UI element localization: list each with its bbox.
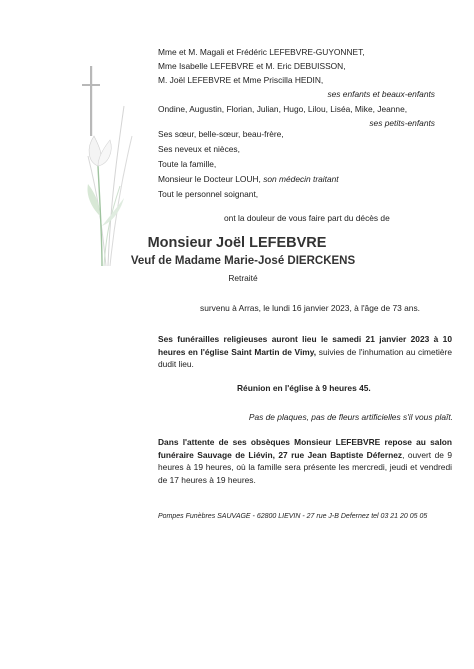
- deceased-name: Monsieur Joël LEFEBVRE: [147, 235, 327, 251]
- no-flowers-line: Pas de plaques, pas de fleurs artificielles s'il vous plaît.: [248, 412, 453, 422]
- grandchildren-line: Ondine, Augustin, Florian, Julian, Hugo, Lilou, Liséa, Mike, Jeanne,: [158, 104, 408, 114]
- footer-contact: Pompes Funèbres SAUVAGE - 62800 LIEVIN - 27 rue J-B Defernez tel 03 21 20 05 05: [158, 513, 428, 520]
- death-line: survenu à Arras, le lundi 16 janvier 2023, à l'âge de 73 ans.: [200, 303, 420, 313]
- all-family-line: Toute la famille,: [158, 159, 217, 169]
- family-line-3: M. Joël LEFEBVRE et Mme Priscilla HEDIN,: [158, 75, 324, 85]
- meeting-line: Réunion en l'église à 9 heures 45.: [237, 383, 371, 393]
- rest-text: , ouvert de 9 heures à 19 heures, où la famille sera présente les mercredi, jeudi et vendredi de 17 heures à 19 heures.: [158, 449, 452, 485]
- funeral-text: suivies de l'inhumation au cimetière dudit lieu.: [158, 346, 452, 369]
- siblings-line: Ses sœur, belle-sœur, beau-frère,: [158, 129, 284, 139]
- doctor-name: Monsieur le Docteur LOUH,: [158, 174, 261, 184]
- caption-grandchildren: ses petits-enfants: [369, 118, 435, 128]
- status-line: Retraité: [228, 273, 258, 283]
- widower-line: Veuf de Madame Marie-José DIERCKENS: [130, 255, 356, 267]
- nephews-line: Ses neveux et nièces,: [158, 144, 240, 154]
- rest-paragraph: [158, 436, 452, 486]
- doctor-role: son médecin traitant: [263, 174, 339, 184]
- funeral-paragraph: [158, 333, 452, 371]
- rest-text-bold: Dans l'attente de ses obsèques Monsieur LEFEBVRE repose au salon funéraire Sauvage de Liévin, 27 rue Jean Baptiste Défernez: [158, 437, 452, 460]
- caption-children: ses enfants et beaux-enfants: [327, 89, 435, 99]
- staff-line: Tout le personnel soignant,: [158, 189, 259, 199]
- doctor-line: [158, 174, 339, 184]
- announcement: ont la douleur de vous faire part du décès de: [224, 213, 390, 223]
- family-line-1: Mme et M. Magali et Frédéric LEFEBVRE-GUYONNET,: [158, 47, 365, 57]
- funeral-text-bold: Ses funérailles religieuses auront lieu le samedi 21 janvier 2023 à 10 heures en l'église Saint Martin de Vimy,: [158, 334, 452, 357]
- family-line-2: Mme Isabelle LEFEBVRE et M. Eric DEBUISSON,: [158, 61, 346, 71]
